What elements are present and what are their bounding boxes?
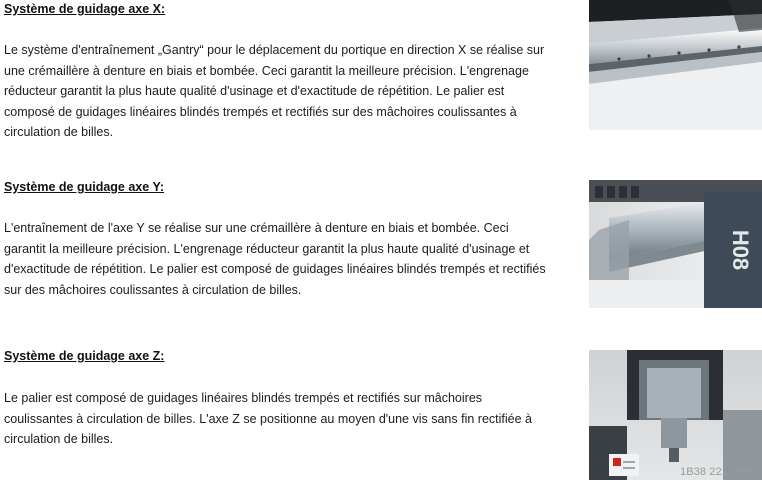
paragraph-axis-y: L'entraînement de l'axe Y se réalise sur une crémaillère à denture en biais et bombée. Ceci garantit la meilleure précision. L'engrenage réducteur garantit la plus haute qualité d'usinage et d'exactitude de répétition. Le palier est composé de guidages linéaires blindés trempés et rectifiés sur des mâchoires coulissantes à circulation de billes. xyxy=(4,221,546,297)
spindle-illustration-z xyxy=(589,350,762,480)
photo-axis-x-rail xyxy=(589,0,762,130)
heading-axis-y: Système de guidage axe Y: xyxy=(4,180,165,194)
heading-axis-x: Système de guidage axe X: xyxy=(4,2,166,16)
paragraph-axis-x: Le système d'entraînement „Gantry“ pour le déplacement du portique en direction X se réalise sur une crémaillère à denture en biais et bombée. Ceci garantit la meilleure précision. L'engrenage réducteur garantit la plus haute qualité d'usinage et d'exactitude de répétition. Le palier est composé de guidages linéaires blindés trempés et rectifiés sur des mâchoires coulissantes à circulation de billes. xyxy=(4,43,545,139)
machine-label-h08: H08 xyxy=(728,229,753,271)
paragraph-axis-z: Le palier est composé de guidages linéaires blindés trempés et rectifiés sur mâchoires coulissantes à circulation de billes. L'axe Z se positionne au moyen d'une vis sans fin rectifiée à circulation de billes. xyxy=(4,391,532,446)
rail-illustration-x xyxy=(589,0,762,130)
photo-axis-z-spindle xyxy=(589,350,762,480)
photo-axis-y-rack xyxy=(589,180,762,308)
heading-axis-z: Système de guidage axe Z: xyxy=(4,349,165,363)
rack-illustration-y xyxy=(589,180,762,308)
watermark: 1B38 22103598 xyxy=(680,466,759,478)
